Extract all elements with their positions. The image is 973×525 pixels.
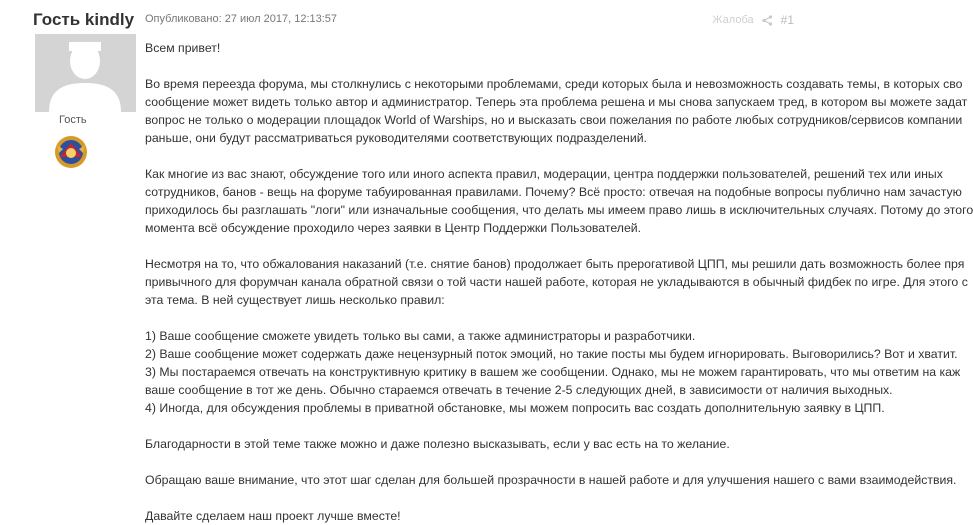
post-line: приходилось бы разглашать "логи" или изначальные сообщения, что делать мы имеем право лишь в исключительных случаях. Потому до этого xyxy=(145,203,973,217)
post-line: Обращаю ваше внимание, что этот шаг сделан для большей прозрачности в нашей работе и для улучшения нашего с вами взаимодействия. xyxy=(145,473,957,487)
post-published-date: Опубликовано: 27 июл 2017, 12:13:57 xyxy=(145,13,338,25)
post-line: сообщение может видеть только автор и администратор. Теперь эта проблема решена и мы снова запускаем тред, в котором вы можете задат xyxy=(145,95,968,109)
post-number-link[interactable]: #1 xyxy=(780,13,794,27)
post-line: Несмотря на то, что обжалования наказаний (т.е. снятие банов) продолжает быть прерогативой ЦПП, мы решили дать возможность более пря xyxy=(145,257,965,271)
post-actions xyxy=(712,10,800,30)
post-line: Благодарности в этой теме также можно и даже полезно высказывать, если у вас есть на то желание. xyxy=(145,437,730,451)
post-line: привычного для форумчан канала обратной связи о той части нашей работе, которая не укладываются в обычный фидбек по игре. Для этого с xyxy=(145,275,968,289)
default-avatar-icon xyxy=(35,34,136,112)
post-line: Давайте сделаем наш проект лучше вместе! xyxy=(145,509,401,523)
report-link[interactable]: Жалоба xyxy=(712,14,754,26)
post-line: 3) Мы постараемся отвечать на конструктивную критику в вашем же сообщении. Однако, мы не можем гарантировать, что мы ответим на каж xyxy=(145,365,961,379)
author-divider xyxy=(138,0,139,470)
post-line: сотрудников, банов - вещь на форуме табуированная правилами. Почему? Всё просто: отвечая на подобные вопросы публично нам зачастую xyxy=(145,185,962,199)
rank-badge-icon xyxy=(52,133,90,171)
share-icon[interactable] xyxy=(762,15,773,26)
post-content xyxy=(145,39,973,523)
post-line: момента всё обсуждение проходило через заявки в Центр Поддержки Пользователей. xyxy=(145,221,642,235)
post-line: Во время переезда форума, мы столкнулись с некоторыми проблемами, среди которых была и невозможность создавать темы, в которых сво xyxy=(145,77,963,91)
avatar[interactable] xyxy=(35,34,136,112)
author-name[interactable]: Гость kindly xyxy=(33,10,135,29)
post-line: вопрос не только о модерации площадок World of Warships, но и высказать свои пожелания по работе любых сотрудников/сервисов компании xyxy=(145,113,963,127)
post-line: 1) Ваше сообщение сможете увидеть только вы сами, а также администраторы и разработчики. xyxy=(145,329,696,343)
post-line: 2) Ваше сообщение может содержать даже нецензурный поток эмоций, но такие посты мы будем игнорировать. Выговорились? Вот и хватит. xyxy=(145,347,958,361)
post-line: 4) Иногда, для обсуждения проблемы в приватной обстановке, мы можем попросить вас создать дополнительную заявку в ЦПП. xyxy=(145,401,885,415)
post-line: Всем привет! xyxy=(145,41,221,55)
post-line: Как многие из вас знают, обсуждение того или иного аспекта правил, модерации, центра поддержки пользователей, решений тех или иных xyxy=(145,167,943,181)
post-author-panel xyxy=(0,0,138,470)
author-group: Гость xyxy=(59,114,87,126)
post-line: эта тема. В ней существует лишь несколько правил: xyxy=(145,293,445,307)
post-line: ваше сообщение в тот же день. Обычно стараемся отвечать в течение 2-5 следующих дней, в зависимости от наличия выходных. xyxy=(145,383,893,397)
post-line: раньше, они будут рассматриваться руководителями соответствующих подразделений. xyxy=(145,131,647,145)
